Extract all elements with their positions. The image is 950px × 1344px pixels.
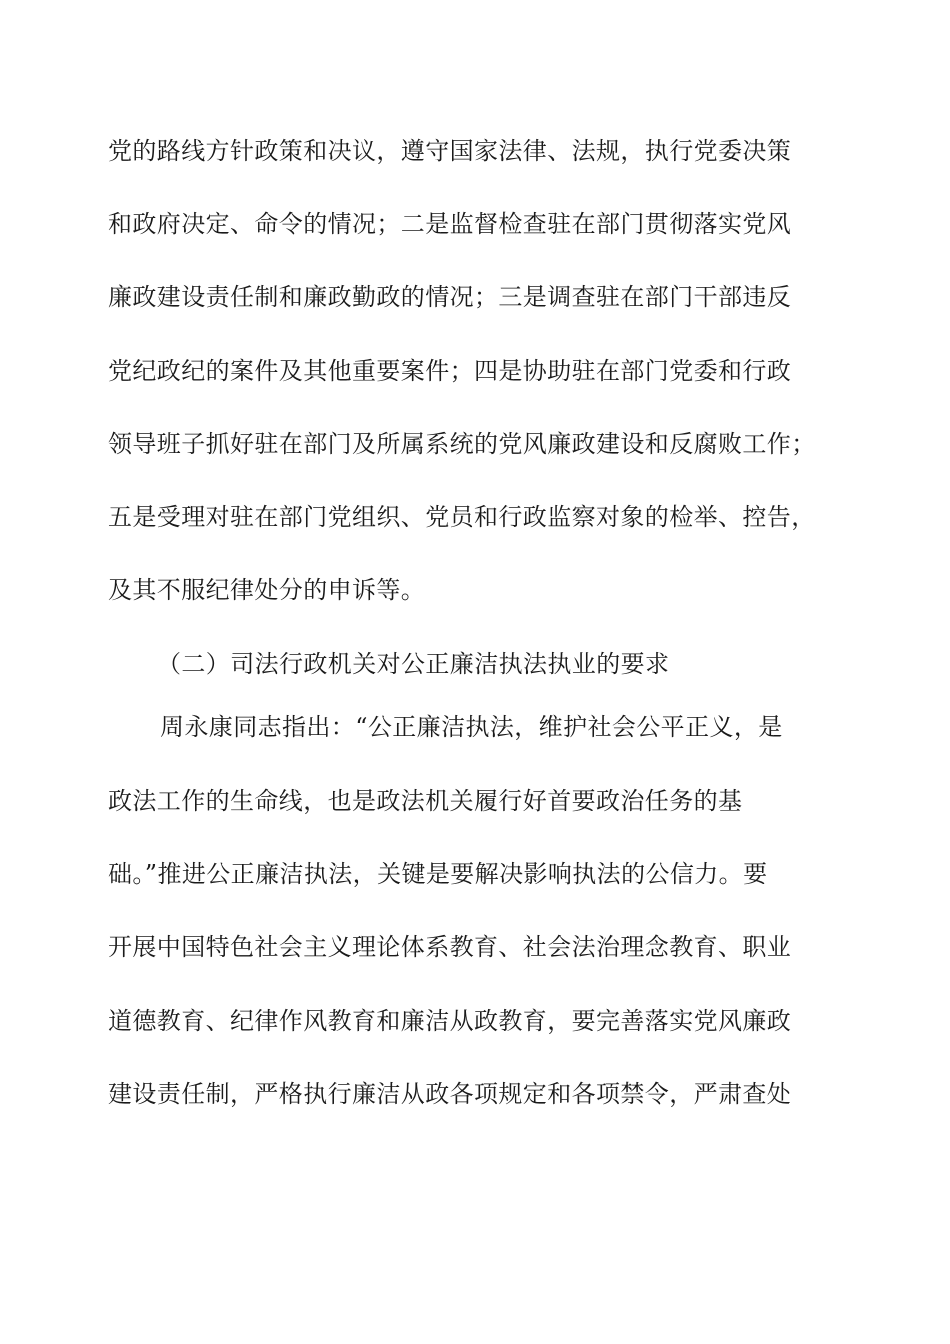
- body-text-line: 党的路线方针政策和决议，遵守国家法律、法规，执行党委决策: [108, 137, 792, 165]
- body-text-line: 廉政建设责任制和廉政勤政的情况；三是调查驻在部门干部违反: [108, 283, 792, 311]
- body-text-line: 道德教育、纪律作风教育和廉洁从政教育，要完善落实党风廉政: [108, 1007, 792, 1035]
- body-text-line: 五是受理对驻在部门党组织、党员和行政监察对象的检举、控告，: [108, 503, 816, 531]
- body-text-line: 领导班子抓好驻在部门及所属系统的党风廉政建设和反腐败工作；: [108, 430, 816, 458]
- body-text-line: 和政府决定、命令的情况；二是监督检查驻在部门贯彻落实党风: [108, 210, 792, 238]
- body-text-line: 础。”推进公正廉洁执法，关键是要解决影响执法的公信力。要: [108, 860, 768, 888]
- body-text-line: 建设责任制，严格执行廉洁从政各项规定和各项禁令，严肃查处: [108, 1080, 792, 1108]
- body-text-line: 周永康同志指出：“公正廉洁执法，维护社会公平正义，是: [160, 713, 783, 741]
- body-text-line: 党纪政纪的案件及其他重要案件；四是协助驻在部门党委和行政: [108, 357, 792, 385]
- body-text-line: 及其不服纪律处分的申诉等。: [108, 576, 426, 604]
- body-text-line: 政法工作的生命线，也是政法机关履行好首要政治任务的基: [108, 787, 743, 815]
- section-heading: （二）司法行政机关对公正廉洁执法执业的要求: [157, 650, 670, 678]
- body-text-line: 开展中国特色社会主义理论体系教育、社会法治理念教育、职业: [108, 933, 792, 961]
